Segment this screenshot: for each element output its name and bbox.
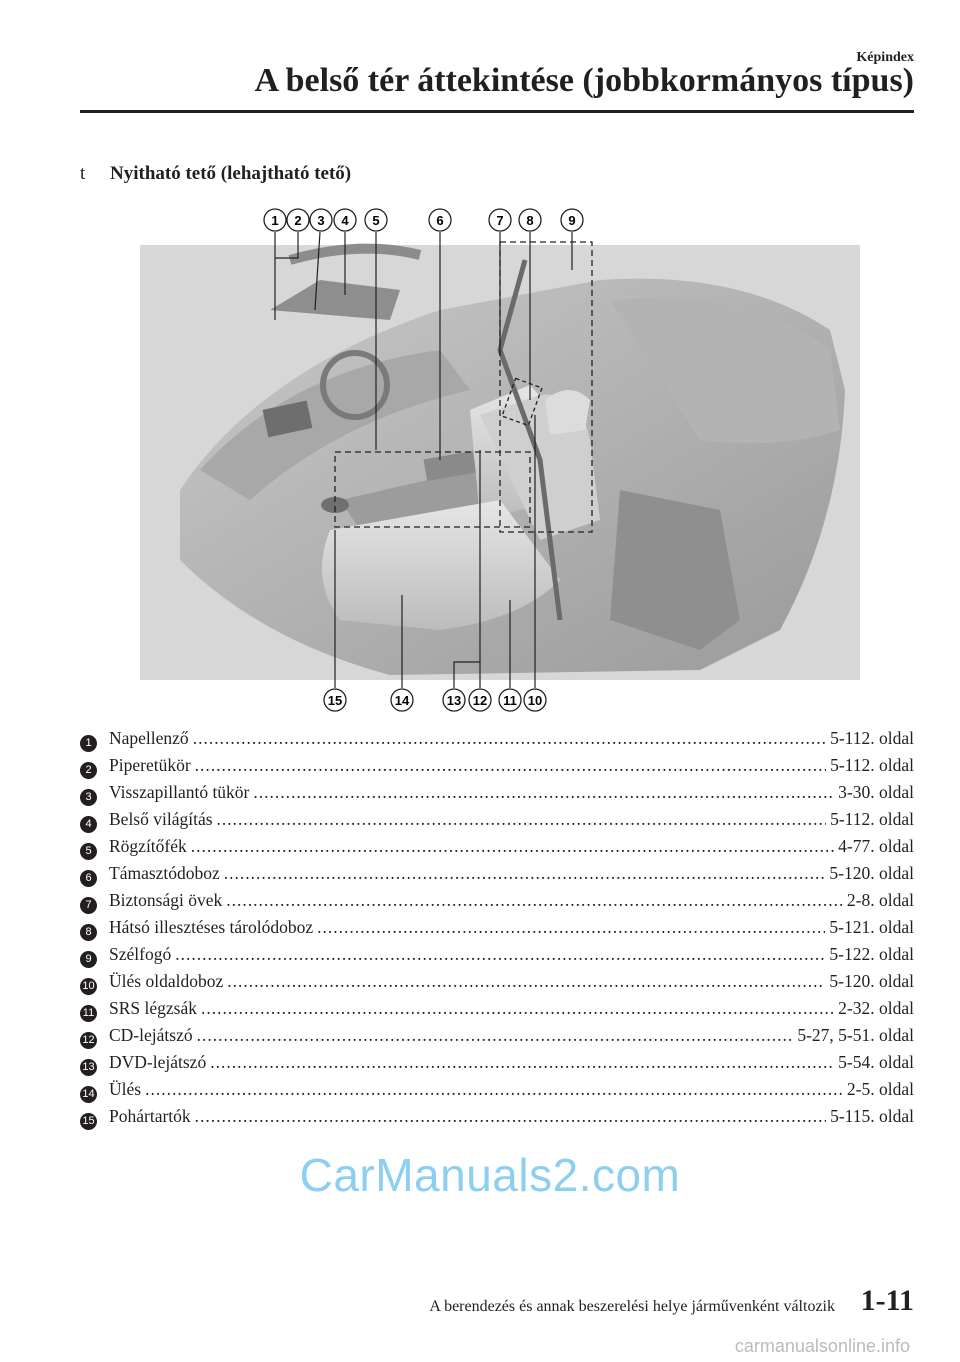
item-label: Ülés oldaldoboz xyxy=(109,971,224,991)
watermark-logo: CarManuals2.com xyxy=(299,1149,681,1201)
dot-leader xyxy=(226,887,843,914)
item-page-ref: 5-115. oldal xyxy=(830,1106,914,1126)
section-label: Képindex xyxy=(856,50,914,65)
item-number-badge: 5 xyxy=(80,843,97,860)
dot-leader xyxy=(193,725,826,752)
dot-leader xyxy=(317,914,825,941)
callout-7-label: 7 xyxy=(496,213,504,228)
page-title: A belső tér áttekintése (jobbkormányos típus) xyxy=(254,62,914,99)
seat-headrest xyxy=(545,390,590,435)
item-label: Pohártartók xyxy=(109,1106,191,1126)
interior-illustration xyxy=(140,200,860,720)
callout-11-label: 11 xyxy=(503,693,517,708)
dot-leader xyxy=(217,806,827,833)
dot-leader xyxy=(253,779,834,806)
item-number-badge: 8 xyxy=(80,924,97,941)
item-label: DVD-lejátszó xyxy=(109,1052,207,1072)
callout-2-label: 2 xyxy=(294,213,302,228)
item-page-ref: 5-112. oldal xyxy=(830,728,914,748)
item-page-ref: 2-32. oldal xyxy=(838,998,914,1018)
item-page-ref: 5-121. oldal xyxy=(829,917,914,937)
item-number-badge: 10 xyxy=(80,978,97,995)
item-label: Támasztódoboz xyxy=(109,863,220,883)
item-label: SRS légzsák xyxy=(109,998,197,1018)
item-page-ref: 5-122. oldal xyxy=(829,944,914,964)
subsection-title: Nyitható tető (lehajtható tető) xyxy=(110,163,352,184)
list-item xyxy=(80,968,914,995)
item-number-badge: 4 xyxy=(80,816,97,833)
callout-9-label: 9 xyxy=(568,213,576,228)
callout-13-label: 13 xyxy=(446,693,462,708)
callout-4-label: 4 xyxy=(341,213,349,228)
callout-6-label: 6 xyxy=(436,213,444,228)
item-label: Visszapillantó tükör xyxy=(109,782,250,802)
item-number-badge: 14 xyxy=(80,1086,97,1103)
item-label: Szélfogó xyxy=(109,944,172,964)
list-item xyxy=(80,1022,914,1049)
callout-8-label: 8 xyxy=(526,213,534,228)
item-page-ref: 4-77. oldal xyxy=(838,836,914,856)
item-page-ref: 5-120. oldal xyxy=(829,971,914,991)
item-page-ref: 5-120. oldal xyxy=(829,863,914,883)
callout-10-label: 10 xyxy=(527,693,543,708)
dot-leader xyxy=(201,995,834,1022)
item-label: Biztonsági övek xyxy=(109,890,223,910)
dot-leader xyxy=(175,941,825,968)
list-item xyxy=(80,941,914,968)
item-page-ref: 5-112. oldal xyxy=(830,809,914,829)
dot-leader xyxy=(224,860,826,887)
item-label: CD-lejátszó xyxy=(109,1025,193,1045)
interior-figure xyxy=(140,200,860,720)
item-page-ref: 5-112. oldal xyxy=(830,755,914,775)
item-label: Rögzítőfék xyxy=(109,836,187,856)
title-rule xyxy=(80,110,914,113)
item-page-ref: 5-27, 5-51. oldal xyxy=(797,1025,914,1045)
site-mark: carmanualsonline.info xyxy=(734,1336,910,1356)
item-list xyxy=(80,725,914,1130)
list-item xyxy=(80,779,914,806)
item-page-ref: 3-30. oldal xyxy=(838,782,914,802)
list-item xyxy=(80,1076,914,1103)
item-number-badge: 6 xyxy=(80,870,97,887)
callout-12-label: 12 xyxy=(472,693,488,708)
bottom-callouts xyxy=(324,689,546,711)
footer-note: A berendezés és annak beszerelési helye járművenként változik xyxy=(429,1298,835,1315)
callout-3-label: 3 xyxy=(317,213,325,228)
dot-leader xyxy=(195,752,826,779)
list-item xyxy=(80,806,914,833)
dot-leader xyxy=(191,833,834,860)
callout-15-label: 15 xyxy=(327,693,343,708)
item-number-badge: 11 xyxy=(80,1005,97,1022)
dot-leader xyxy=(197,1022,794,1049)
item-label: Hátsó illesztéses tárolódoboz xyxy=(109,917,314,937)
dot-leader xyxy=(145,1076,843,1103)
item-label: Napellenző xyxy=(109,728,189,748)
item-number-badge: 15 xyxy=(80,1113,97,1130)
list-item xyxy=(80,887,914,914)
dot-leader xyxy=(227,968,825,995)
dot-leader xyxy=(195,1103,826,1130)
callout-14-label: 14 xyxy=(394,693,410,708)
item-page-ref: 2-8. oldal xyxy=(846,890,914,910)
list-item xyxy=(80,914,914,941)
item-label: Piperetükör xyxy=(109,755,191,775)
callout-1-label: 1 xyxy=(271,213,279,228)
item-number-badge: 13 xyxy=(80,1059,97,1076)
list-item xyxy=(80,725,914,752)
subsection-heading xyxy=(80,163,351,185)
item-number-badge: 12 xyxy=(80,1032,97,1049)
item-number-badge: 3 xyxy=(80,789,97,806)
list-item xyxy=(80,1103,914,1130)
item-page-ref: 5-54. oldal xyxy=(838,1052,914,1072)
list-item xyxy=(80,860,914,887)
list-item xyxy=(80,995,914,1022)
callout-5-label: 5 xyxy=(372,213,380,228)
list-item xyxy=(80,833,914,860)
dot-leader xyxy=(210,1049,834,1076)
item-number-badge: 9 xyxy=(80,951,97,968)
item-number-badge: 7 xyxy=(80,897,97,914)
item-page-ref: 2-5. oldal xyxy=(846,1079,914,1099)
item-label: Belső világítás xyxy=(109,809,213,829)
page-number: 1-11 xyxy=(860,1284,914,1317)
door-panel xyxy=(610,490,740,650)
item-number-badge: 2 xyxy=(80,762,97,779)
subsection-bullet: t xyxy=(80,163,86,184)
list-item xyxy=(80,752,914,779)
item-label: Ülés xyxy=(109,1079,142,1099)
list-item xyxy=(80,1049,914,1076)
top-callouts xyxy=(264,209,583,231)
item-number-badge: 1 xyxy=(80,735,97,752)
